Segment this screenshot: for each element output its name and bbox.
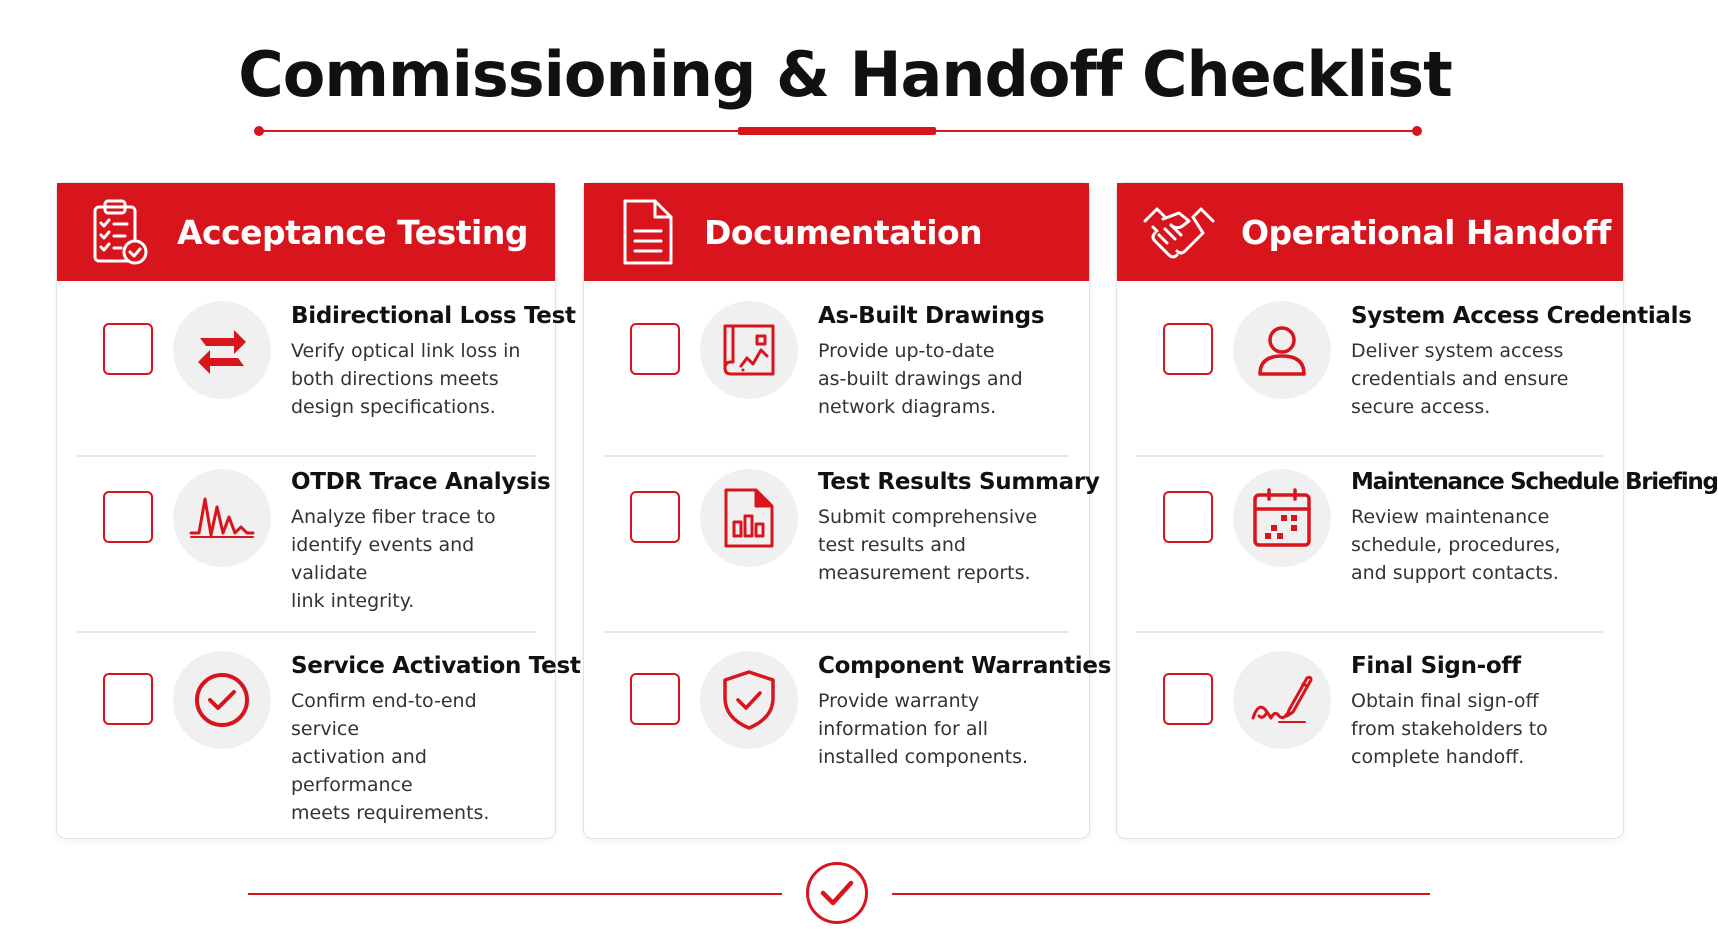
footer-divider-left	[248, 893, 782, 895]
title-underline	[258, 130, 1418, 132]
bidirectional-arrows-icon	[173, 301, 271, 399]
list-item	[1137, 457, 1718, 633]
calendar-icon	[1233, 469, 1331, 567]
document-icon	[616, 195, 680, 269]
checkbox[interactable]	[630, 323, 680, 375]
list-item	[1137, 633, 1603, 809]
checkbox[interactable]	[630, 491, 680, 543]
handshake-icon	[1141, 195, 1217, 269]
item-title: Maintenance Schedule Briefing	[1351, 469, 1718, 495]
card-title: Operational Handoff	[1241, 212, 1611, 252]
item-description: Review maintenance schedule, procedures, and support contacts.	[1351, 506, 1561, 584]
checkbox[interactable]	[103, 491, 153, 543]
card-title: Acceptance Testing	[177, 212, 528, 252]
item-description: Provide warranty information for all installed components.	[818, 690, 1029, 768]
blueprint-icon	[700, 301, 798, 399]
list-item	[77, 281, 576, 457]
footer-divider-right	[892, 893, 1430, 895]
card-operational-handoff	[1116, 182, 1718, 839]
signature-pen-icon	[1233, 651, 1331, 749]
item-description: Verify optical link loss in both directions meets design specifications.	[291, 340, 521, 418]
item-title: Final Sign-off	[1351, 653, 1521, 679]
checkbox[interactable]	[630, 673, 680, 725]
item-description: Obtain final sign-off from stakeholders to complete handoff.	[1351, 690, 1548, 768]
checkbox[interactable]	[103, 673, 153, 725]
checkbox[interactable]	[1163, 491, 1213, 543]
card-header	[1117, 183, 1623, 281]
item-title: Service Activation Test	[291, 653, 581, 679]
item-description: Deliver system access credentials and ensure secure access.	[1351, 340, 1569, 418]
card-header	[584, 183, 1089, 281]
item-title: As-Built Drawings	[818, 303, 1045, 329]
report-chart-icon	[700, 469, 798, 567]
item-title: Test Results Summary	[818, 469, 1100, 495]
clipboard-checklist-icon	[89, 195, 153, 269]
check-circle-icon	[806, 862, 868, 924]
page-title: Commissioning & Handoff Checklist	[238, 38, 1452, 111]
check-circle-icon	[173, 651, 271, 749]
list-item	[77, 457, 551, 633]
item-description: Provide up-to-date as-built drawings and network diagrams.	[818, 340, 1023, 418]
shield-check-icon	[700, 651, 798, 749]
checkbox[interactable]	[1163, 323, 1213, 375]
list-item	[1137, 281, 1692, 457]
user-icon	[1233, 301, 1331, 399]
card-header	[57, 183, 555, 281]
waveform-icon	[173, 469, 271, 567]
checkbox[interactable]	[1163, 673, 1213, 725]
card-title: Documentation	[704, 212, 983, 252]
list-item	[604, 281, 1069, 457]
list-item	[77, 633, 581, 824]
item-title: System Access Credentials	[1351, 303, 1692, 329]
item-title: OTDR Trace Analysis	[291, 469, 551, 495]
list-item	[604, 633, 1112, 809]
checkbox[interactable]	[103, 323, 153, 375]
list-item	[604, 457, 1100, 633]
item-description: Confirm end-to-end service activation and performance meets requirements.	[291, 690, 490, 824]
item-title: Component Warranties	[818, 653, 1112, 679]
card-acceptance-testing	[56, 182, 581, 839]
item-title: Bidirectional Loss Test	[291, 303, 576, 329]
item-description: Submit comprehensive test results and measurement reports.	[818, 506, 1038, 584]
card-documentation	[583, 182, 1112, 839]
item-description: Analyze fiber trace to identify events and validate link integrity.	[291, 506, 496, 612]
